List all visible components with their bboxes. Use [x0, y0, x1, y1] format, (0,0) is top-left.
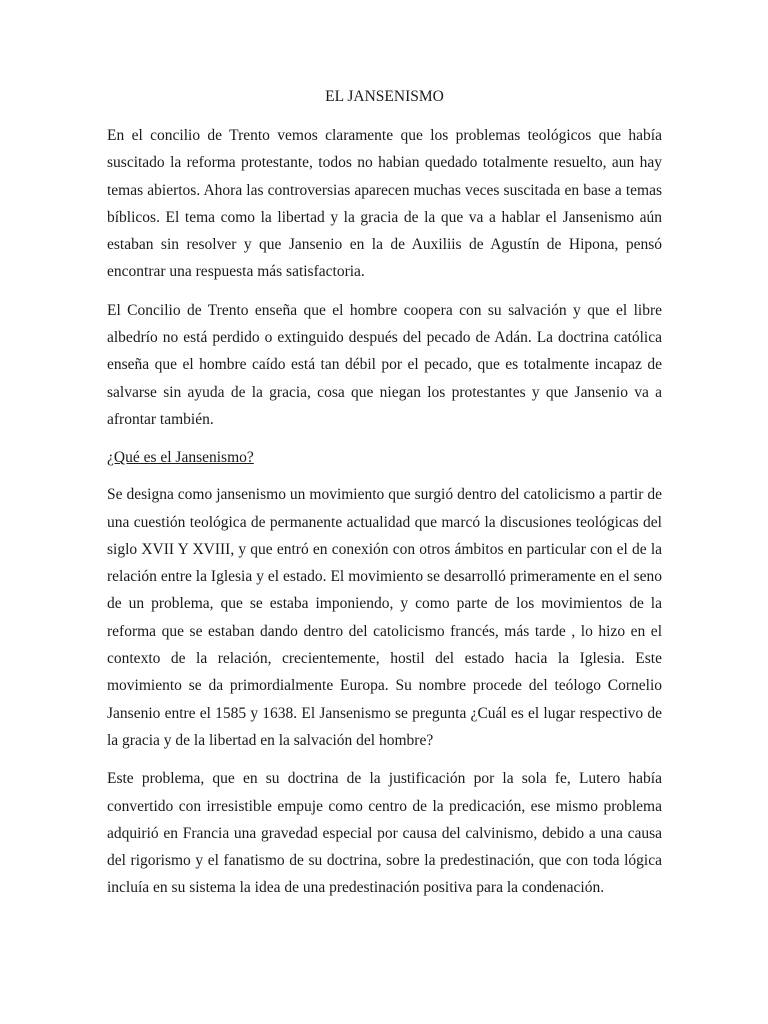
document-title: EL JANSENISMO	[325, 88, 444, 105]
section-heading: ¿Qué es el Jansenismo?	[107, 449, 254, 467]
paragraph-body-2: Este problema, que en su doctrina de la justificación por la sola fe, Lutero había convertido con irresistible empuje como centro de la predicación, ese mismo problema adquirió en Francia una gravedad especial por causa del calvinismo, debido a una causa del rigorismo y el fanatismo de su doctrina, sobre la predestinación, que con toda lógica incluía en su sistema la idea de una predestinación positiva para la condenación.	[107, 770, 662, 897]
paragraph-body-1: Se designa como jansenismo un movimiento que surgió dentro del catolicismo a partir de una cuestión teológica de permanente actualidad que marcó la discusiones teológicas del siglo XVII Y XVIII, y que entró en conexión con otros ámbitos en particular con el de la relación entre la Iglesia y el estado. El movimiento se desarrolló primeramente en el seno de un problema, que se estaba imponiendo, y como parte de los movimientos de la reforma que se estaban dando dentro del catolicismo francés, más tarde , lo hizo en el contexto de la relación, crecientemente, hostil del estado hacia la Iglesia. Este movimiento se da primordialmente Europa. Su nombre procede del teólogo Cornelio Jansenio entre el 1585 y 1638. El Jansenismo se pregunta ¿Cuál es el lugar respectivo de la gracia y de la libertad en la salvación del hombre?	[107, 486, 662, 749]
paragraph-intro-2: El Concilio de Trento enseña que el hombre coopera con su salvación y que el libre albedrío no está perdido o extinguido después del pecado de Adán. La doctrina católica enseña que el hombre caído está tan débil por el pecado, que es totalmente incapaz de salvarse sin ayuda de la gracia, cosa que niegan los protestantes y que Jansenio va a afrontar también.	[107, 301, 662, 428]
paragraph-intro-1: En el concilio de Trento vemos claramente que los problemas teológicos que había suscitado la reforma protestante, todos no habian quedado totalmente resuelto, aun hay temas abiertos. Ahora las controversias aparecen muchas veces suscitada en base a temas bíblicos. El tema como la libertad y la gracia de la que va a hablar el Jansenismo aún estaban sin resolver y que Jansenio en la de Auxiliis de Agustín de Hipona, pensó encontrar una respuesta más satisfactoria.	[107, 127, 662, 281]
document-page	[107, 84, 662, 913]
